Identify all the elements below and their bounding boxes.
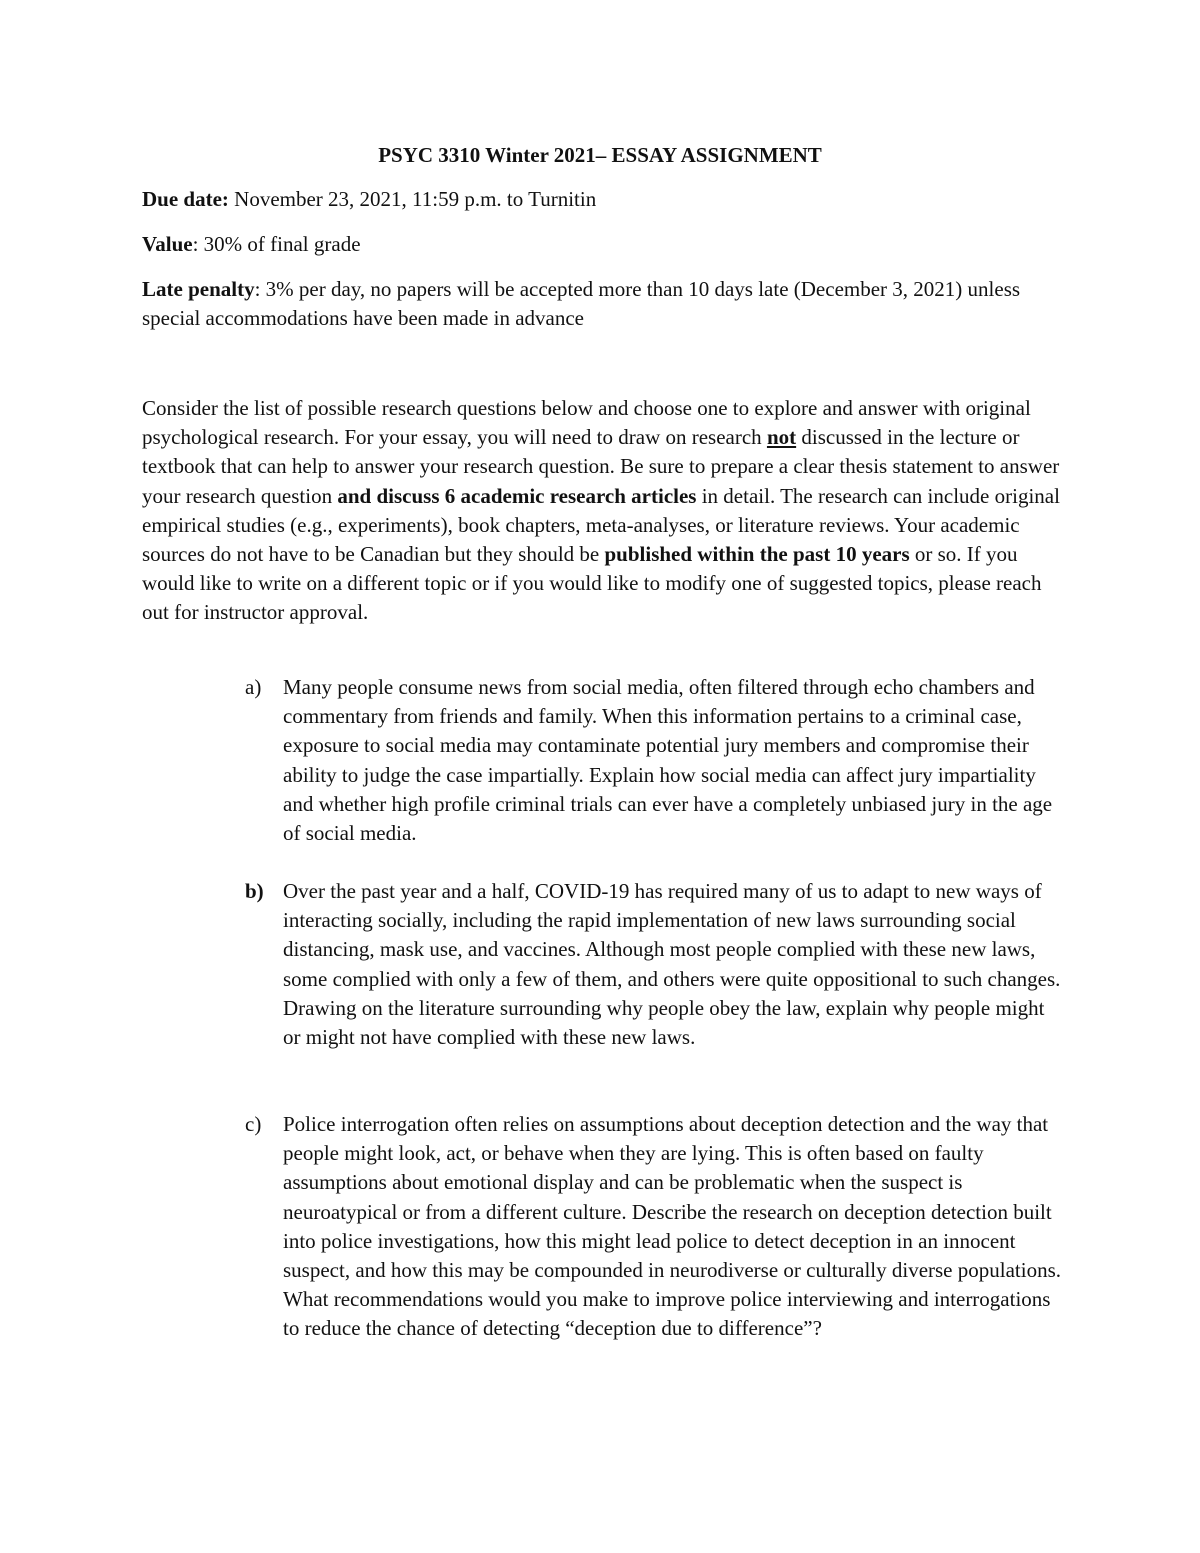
intro-bold-2: published within the past 10 years (604, 542, 910, 567)
due-date-value: November 23, 2021, 11:59 p.m. to Turnitin (228, 187, 597, 211)
list-item-c (245, 1110, 1065, 1344)
list-item-b-text: Over the past year and a half, COVID-19 has required many of us to adapt to new ways of interacting socially, including the rapid implementation of new laws surrounding social distancing, mask use, and vaccines. Although most people complied with these new laws, some complied with only a few of them, and others were quite oppositional to such changes. Drawing on the literature surrounding why people obey the law, explain why people might or might not have complied with these new laws. (283, 879, 1061, 1050)
list-item-a-text: Many people consume news from social media, often filtered through echo chambers and commentary from friends and family. When this information pertains to a criminal case, exposure to social media may contaminate potential jury members and compromise their ability to judge the case impartially. Explain how social media can affect jury impartiality and whether high profile criminal trials can ever have a completely unbiased jury in the age of social media. (283, 675, 1053, 846)
value-value: : 30% of final grade (192, 232, 361, 256)
list-marker-b: b) (245, 879, 264, 903)
value-label: Value (142, 232, 193, 256)
intro-bold-1: and discuss 6 academic research articles (337, 483, 697, 508)
due-date-line (142, 185, 1062, 214)
late-penalty-line (142, 275, 1062, 333)
page-title: PSYC 3310 Winter 2021– ESSAY ASSIGNMENT (378, 143, 822, 167)
list-item-a (245, 673, 1065, 848)
intro-text-1: Consider the list of possible research questions below and choose one to explore and answer with original psychological research. For your essay, you will need to draw on research (142, 396, 1031, 450)
intro-text-3: in detail. The research can include original empirical studies (e.g., experiments), book chapters, meta-analyses, or literature reviews. Your academic sources do not have to be Canadian but they should be (142, 483, 1060, 567)
list-item-b (245, 877, 1065, 1052)
list-marker-a: a) (245, 675, 262, 699)
late-penalty-label: Late penalty (142, 277, 255, 301)
list-marker-c: c) (245, 1112, 262, 1136)
intro-paragraph (142, 394, 1062, 628)
due-date-label: Due date: (142, 187, 229, 211)
value-line (142, 230, 1062, 259)
list-item-c-text: Police interrogation often relies on assumptions about deception detection and the way that people might look, act, or behave when they are lying. This is often based on faulty assumptions about emotional display and can be problematic when the suspect is neuroatypical or from a different culture. Describe the research on deception detection built into police investigations, how this might lead police to detect deception in an innocent suspect, and how this may be compounded in neurodiverse or culturally diverse populations. What recommendations would you make to improve police interviewing and interrogations to reduce the chance of detecting “deception due to difference”? (283, 1112, 1061, 1341)
intro-text-2: discussed in the lecture or textbook that can help to answer your research question. Be sure to prepare a clear thesis statement to answer your research question (142, 425, 1060, 508)
late-penalty-value: : 3% per day, no papers will be accepted more than 10 days late (December 3, 2021) unless special accommodations have been made in advance (142, 277, 1021, 330)
intro-text-4: or so. If you would like to write on a different topic or if you would like to modify one of suggested topics, please reach out for instructor approval. (142, 542, 1042, 625)
not-emphasis: not (766, 425, 797, 450)
